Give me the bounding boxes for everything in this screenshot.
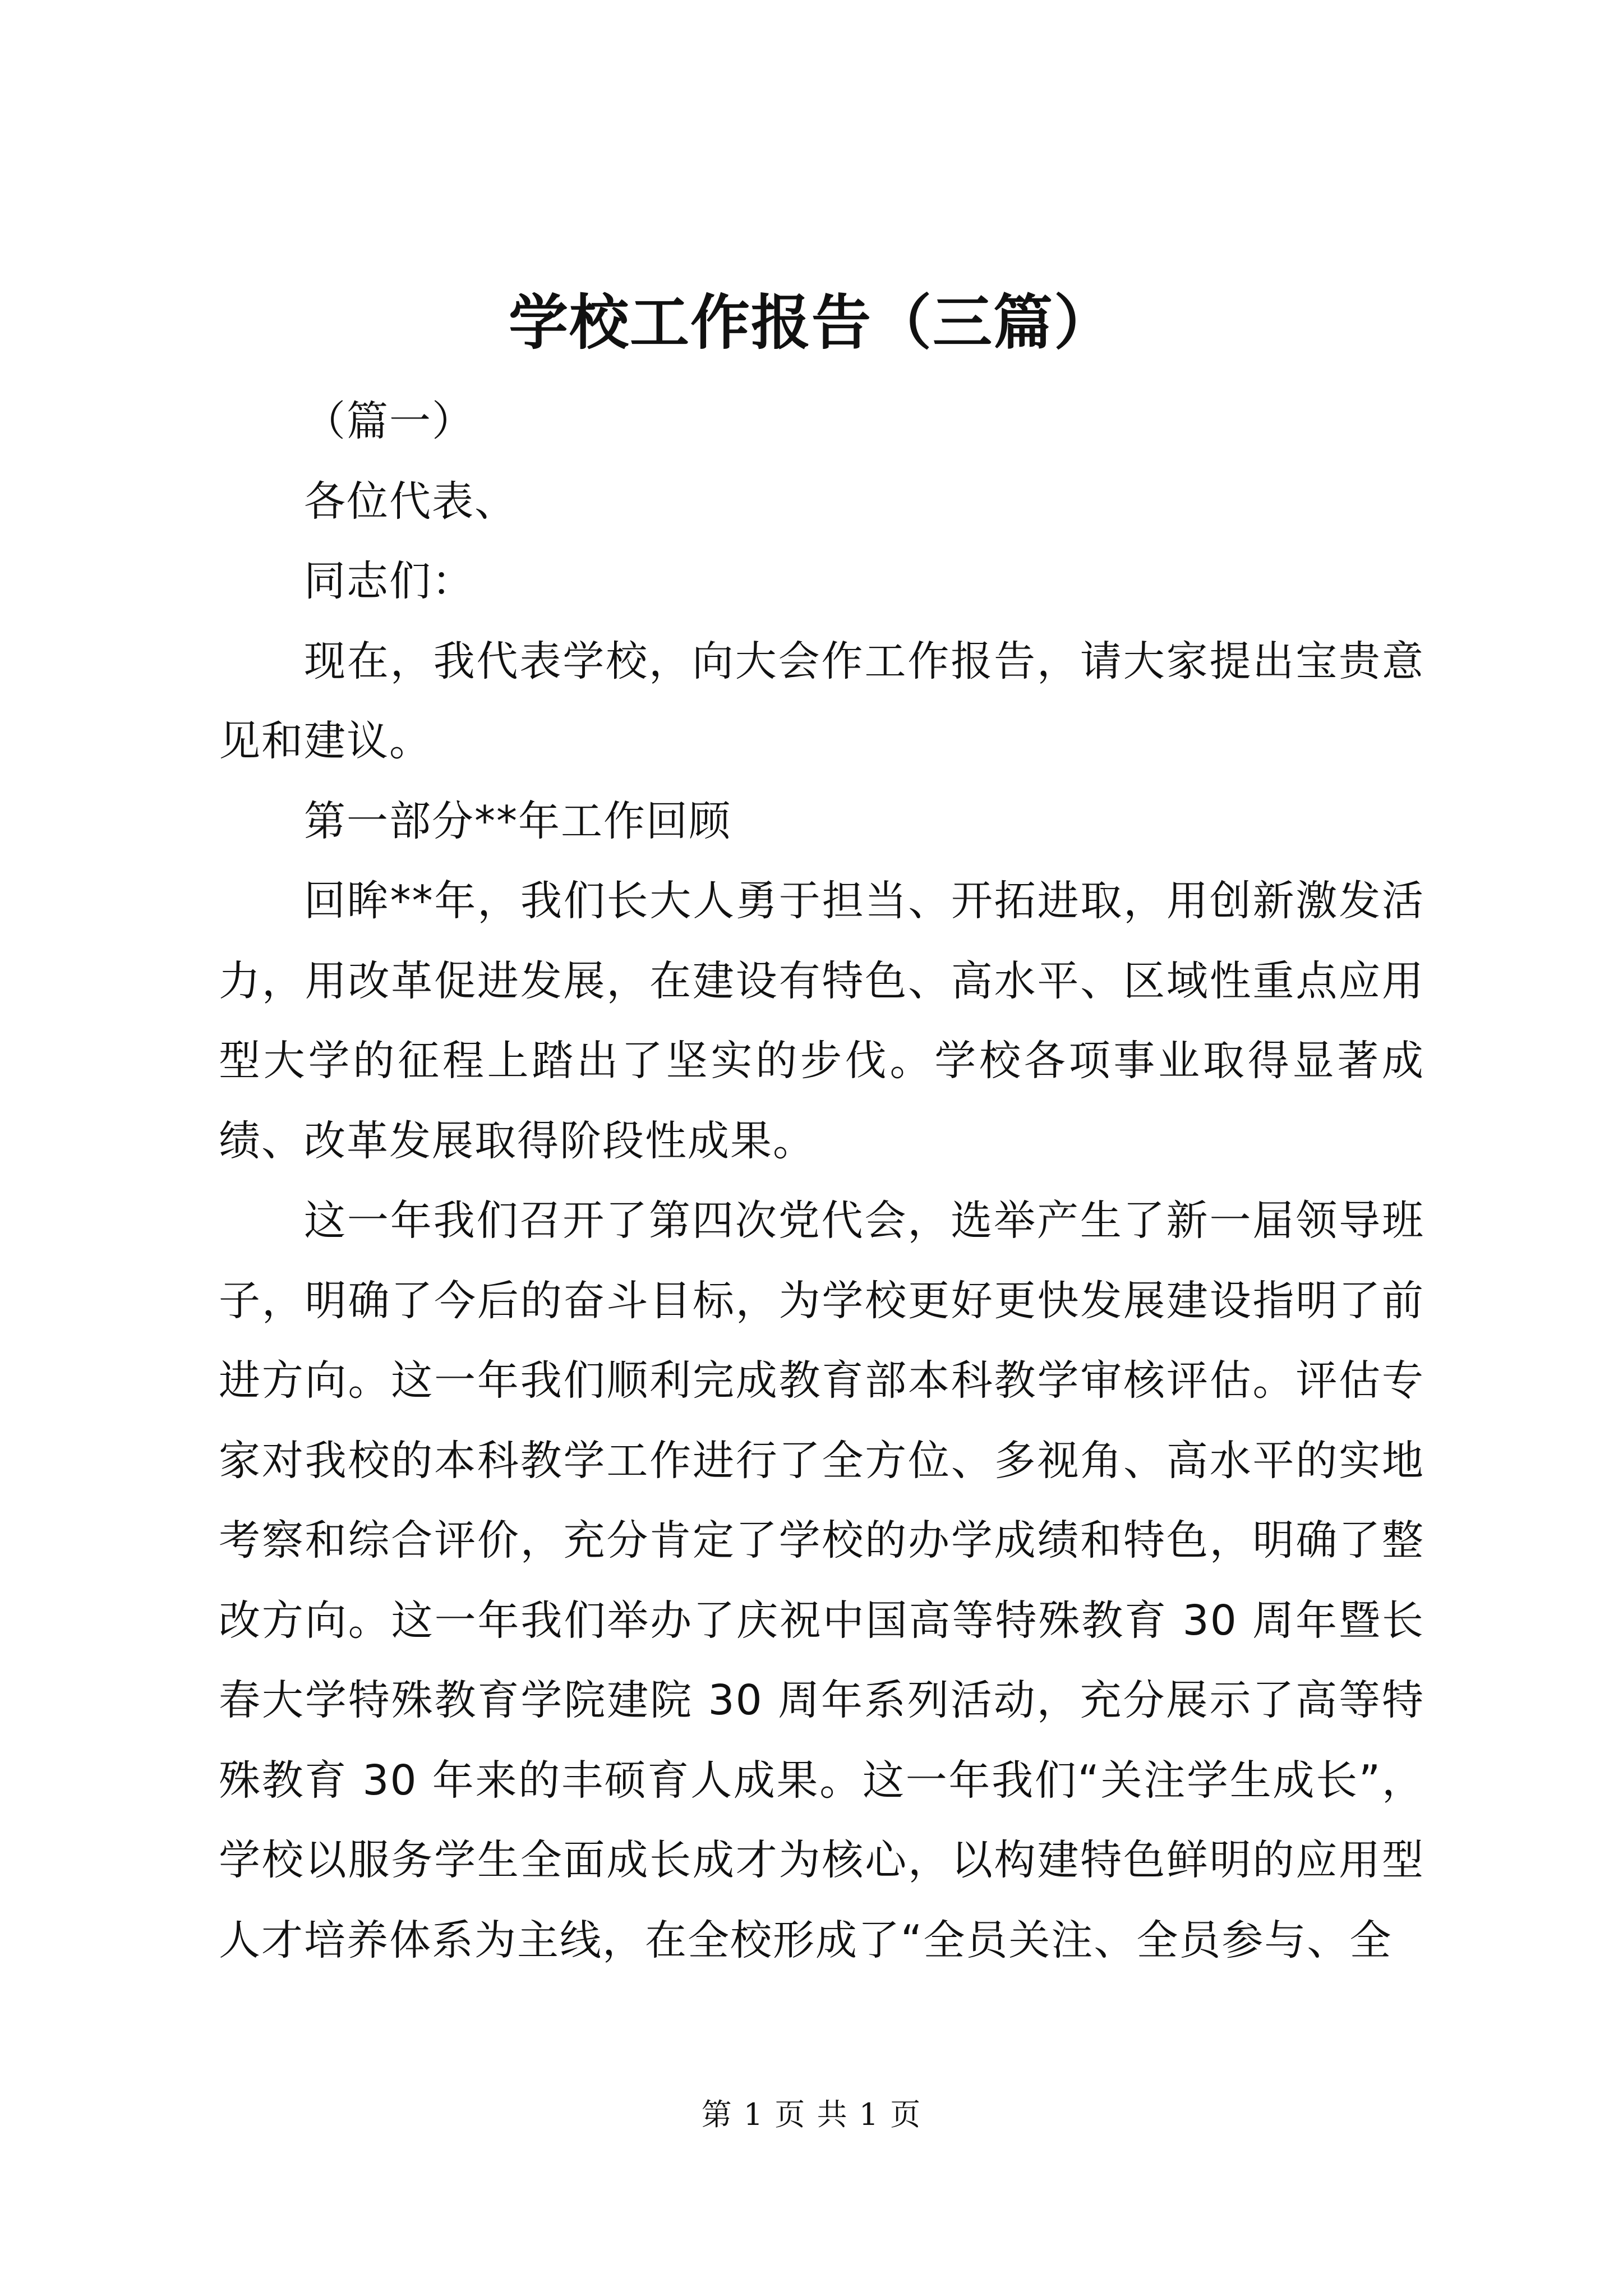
document-body (219, 381, 1424, 1980)
part-one-heading: 第一部分**年工作回顾 (304, 797, 731, 845)
page-footer: 第 1 页 共 1 页 (701, 2097, 922, 2132)
section-heading-part-one: （篇一） (304, 397, 474, 445)
achievements-paragraph: 这一年我们召开了第四次党代会，选举产生了新一届领导班子，明确了今后的奋斗目标，为学校更好更快发展建设指明了前进方向。这一年我们顺利完成教育部本科教学审核评估。评估专家对我校的本科教学工作进行了全方位、多视角、高水平的实地考察和综合评价，充分肯定了学校的办学成绩和特色，明确了整改方向。这一年我们举办了庆祝中国高等特殊教育 30 周年暨长春大学特殊教育学院建院 30 周年系列活动，充分展示了高等特殊教育 30 年来的丰硕育人成果。这一年我们“关注学生成长”，学校以服务学生全面成长成才为核心，以构建特色鲜明的应用型人才培养体系为主线，在全校形成了“全员关注、全员参与、全 (219, 1197, 1424, 1964)
review-paragraph: 回眸**年，我们长大人勇于担当、开拓进取，用创新激发活力，用改革促进发展，在建设有特色、高水平、区域性重点应用型大学的征程上踏出了坚实的步伐。学校各项事业取得显著成绩、改革发展取得阶段性成果。 (219, 877, 1424, 1165)
salutation-comrades: 同志们： (304, 557, 474, 605)
salutation-delegates: 各位代表、 (304, 477, 517, 526)
document-title: 学校工作报告（三篇） (509, 287, 1114, 357)
intro-paragraph: 现在，我代表学校，向大会作工作报告，请大家提出宝贵意见和建议。 (219, 637, 1424, 765)
